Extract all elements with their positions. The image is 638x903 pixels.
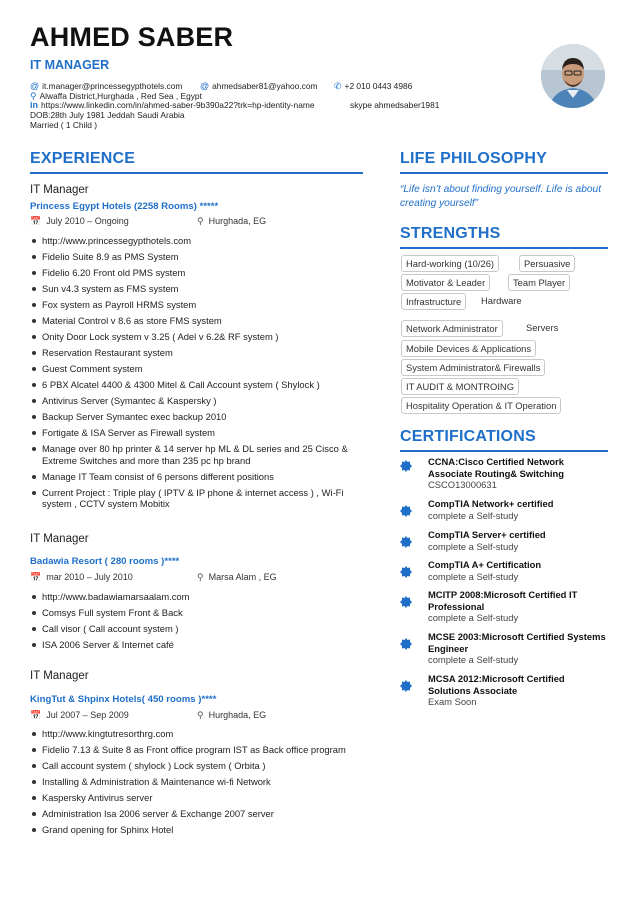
calendar-icon: 📅 bbox=[30, 216, 42, 226]
list-item: Manage IT Team consist of 6 persons different positions bbox=[30, 471, 360, 483]
certification-item bbox=[428, 498, 608, 521]
email-link-secondary[interactable]: ahmedsaber81@yahoo.com bbox=[212, 81, 318, 91]
certificate-seal-icon bbox=[400, 638, 412, 650]
certification-subtitle: complete a Self-study bbox=[428, 509, 519, 521]
certificate-seal-icon bbox=[400, 505, 412, 517]
certificate-seal-icon bbox=[400, 680, 412, 692]
experience-heading: EXPERIENCE bbox=[30, 150, 136, 167]
map-pin-icon: ⚲ bbox=[197, 572, 204, 582]
list-item: Guest Comment system bbox=[30, 363, 360, 375]
certification-item bbox=[428, 529, 608, 552]
strength-tag: Infrastructure bbox=[401, 293, 466, 310]
strength-tag: Servers bbox=[526, 322, 559, 333]
job-bullets bbox=[30, 591, 360, 655]
certification-item bbox=[428, 456, 608, 491]
strength-tag: Persuasive bbox=[519, 255, 575, 272]
contact-linkedin[interactable] bbox=[30, 100, 315, 110]
date-of-birth: DOB:28th July 1981 Jeddah Saudi Arabia bbox=[30, 110, 185, 120]
strength-tag: Network Administrator bbox=[401, 320, 503, 337]
map-pin-icon: ⚲ bbox=[197, 710, 204, 720]
linkedin-link[interactable]: https://www.linkedin.com/in/ahmed-saber-9b390a22?trk=hp-identity-name bbox=[41, 100, 315, 110]
job-location: ⚲ Hurghada, EG bbox=[197, 216, 267, 226]
list-item: Fidelio 6.20 Front old PMS system bbox=[30, 267, 360, 279]
job-location: ⚲ Hurghada, EG bbox=[197, 710, 267, 720]
company-name: Princess Egypt Hotels (2258 Rooms) ***** bbox=[30, 201, 219, 212]
certificate-seal-icon bbox=[400, 596, 412, 608]
certifications-heading: CERTIFICATIONS bbox=[400, 428, 536, 445]
strength-tag: Team Player bbox=[508, 274, 570, 291]
certification-title: MCSA 2012:Microsoft Certified Solutions Associate bbox=[428, 673, 565, 696]
job-location: ⚲ Marsa Alam , EG bbox=[197, 572, 277, 582]
strength-tag: Hardware bbox=[481, 295, 522, 306]
list-item: Installing & Administration & Maintenance wi-fi Network bbox=[30, 776, 360, 788]
list-item: Sun v4.3 system as FMS system bbox=[30, 283, 360, 295]
certification-subtitle: complete a Self-study bbox=[428, 540, 519, 552]
list-item: Fidelio Suite 8.9 as PMS System bbox=[30, 251, 360, 263]
list-item: Call account system ( shylock ) Lock system ( Orbita ) bbox=[30, 760, 360, 772]
certification-title: MCSE 2003:Microsoft Certified Systems Engineer bbox=[428, 631, 606, 654]
address-text: Alwaffa District,Hurghada , Red Sea , Egypt bbox=[39, 91, 202, 101]
certification-item bbox=[428, 631, 608, 666]
linkedin-icon: in bbox=[30, 100, 38, 110]
list-item[interactable]: http://www.badawiamarsaalam.com bbox=[30, 591, 360, 603]
certification-item bbox=[428, 589, 608, 624]
certification-subtitle: CSCO13000631 bbox=[428, 479, 497, 491]
list-item: Antivirus Server (Symantec & Kaspersky ) bbox=[30, 395, 360, 407]
strength-tag: Motivator & Leader bbox=[401, 274, 490, 291]
philosophy-quote: “Life isn’t about finding yourself. Life is about creating yourself” bbox=[400, 184, 602, 209]
list-item: Kaspersky Antivirus server bbox=[30, 792, 360, 804]
job-subtitle: IT MANAGER bbox=[30, 58, 110, 72]
experience-rule bbox=[30, 172, 363, 174]
email-link-primary[interactable]: it.manager@princessegypthotels.com bbox=[42, 81, 183, 91]
certification-subtitle: complete a Self-study bbox=[428, 570, 519, 582]
certification-item bbox=[428, 559, 608, 582]
candidate-name: AHMED SABER bbox=[30, 22, 234, 52]
list-item: Manage over 80 hp printer & 14 server hp ML & DL series and 25 Cisco & Extreme Switches and more than 235 pc hp brand bbox=[30, 443, 360, 467]
job-bullets bbox=[30, 235, 360, 514]
job-title: IT Manager bbox=[30, 670, 89, 682]
job-title: IT Manager bbox=[30, 533, 89, 545]
list-item: Fidelio 7.13 & Suite 8 as Front office program IST as Back office program bbox=[30, 744, 360, 756]
job-dates: 📅 Jul 2007 – Sep 2009 bbox=[30, 710, 129, 720]
certification-subtitle: Exam Soon bbox=[428, 696, 477, 708]
philosophy-rule bbox=[400, 172, 608, 174]
list-item: Fox system as Payroll HRMS system bbox=[30, 299, 360, 311]
certification-title: CCNA:Cisco Certified Network Associate Routing& Switching bbox=[428, 456, 564, 479]
certification-title: MCITP 2008:Microsoft Certified IT Professional bbox=[428, 589, 578, 612]
contact-email-secondary[interactable] bbox=[200, 81, 317, 91]
at-icon: @ bbox=[30, 81, 40, 91]
strength-tag: Hospitality Operation & IT Operation bbox=[401, 397, 561, 414]
certificate-seal-icon bbox=[400, 566, 412, 578]
list-item: Administration Isa 2006 server & Exchange 2007 server bbox=[30, 808, 360, 820]
strength-tag: IT AUDIT & MONTROING bbox=[401, 378, 519, 395]
job-dates: 📅 July 2010 – Ongoing bbox=[30, 216, 129, 226]
list-item: ISA 2006 Server & Internet café bbox=[30, 639, 360, 651]
certification-title: CompTIA A+ Certification bbox=[428, 559, 542, 570]
list-item: Call visor ( Call account system ) bbox=[30, 623, 360, 635]
map-pin-icon: ⚲ bbox=[30, 91, 37, 101]
list-item: Onity Door Lock system v 3.25 ( Adel v 6.2& RF system ) bbox=[30, 331, 360, 343]
job-dates: 📅 mar 2010 – July 2010 bbox=[30, 572, 133, 582]
contact-skype[interactable]: skype ahmedsaber1981 bbox=[350, 100, 440, 110]
list-item: Fortigate & ISA Server as Firewall system bbox=[30, 427, 360, 439]
certification-item bbox=[428, 673, 608, 708]
list-item: Reservation Restaurant system bbox=[30, 347, 360, 359]
phone-link[interactable]: +2 010 0443 4986 bbox=[344, 81, 413, 91]
list-item[interactable]: http://www.princessegypthotels.com bbox=[30, 235, 360, 247]
list-item: Grand opening for Sphinx Hotel bbox=[30, 824, 360, 836]
list-item: Material Control v 8.6 as store FMS system bbox=[30, 315, 360, 327]
certification-title: CompTIA Server+ certified bbox=[428, 529, 546, 540]
at-icon: @ bbox=[200, 81, 210, 91]
calendar-icon: 📅 bbox=[30, 710, 42, 720]
list-item: Current Project : Triple play ( IPTV & IP phone & internet access ) , Wi-Fi system , CCTV system Mobitix bbox=[30, 487, 360, 511]
phone-icon: ✆ bbox=[334, 81, 342, 91]
marital-status: Married ( 1 Child ) bbox=[30, 120, 98, 130]
profile-photo bbox=[541, 44, 605, 108]
certification-title: CompTIA Network+ certified bbox=[428, 498, 554, 509]
certification-subtitle: complete a Self-study bbox=[428, 654, 519, 666]
list-item: Backup Server Symantec exec backup 2010 bbox=[30, 411, 360, 423]
list-item: Comsys Full system Front & Back bbox=[30, 607, 360, 619]
strength-tag: System Administrator& Firewalls bbox=[401, 359, 545, 376]
contact-email-primary[interactable] bbox=[30, 81, 182, 91]
certifications-rule bbox=[400, 450, 608, 452]
calendar-icon: 📅 bbox=[30, 572, 42, 582]
certificate-seal-icon bbox=[400, 460, 412, 472]
company-name: Badawia Resort ( 280 rooms )**** bbox=[30, 556, 180, 567]
certification-subtitle: complete a Self-study bbox=[428, 612, 519, 624]
map-pin-icon: ⚲ bbox=[197, 216, 204, 226]
job-title: IT Manager bbox=[30, 184, 89, 196]
certificate-seal-icon bbox=[400, 536, 412, 548]
contact-phone[interactable] bbox=[334, 81, 412, 92]
strength-tag: Mobile Devices & Applications bbox=[401, 340, 536, 357]
strengths-heading: STRENGTHS bbox=[400, 225, 501, 242]
company-name: KingTut & Shpinx Hotels( 450 rooms )**** bbox=[30, 694, 217, 705]
list-item[interactable]: http://www.kingtutresorthrg.com bbox=[30, 728, 360, 740]
strengths-rule bbox=[400, 247, 608, 249]
philosophy-heading: LIFE PHILOSOPHY bbox=[400, 150, 548, 167]
job-bullets bbox=[30, 728, 360, 840]
list-item: 6 PBX Alcatel 4400 & 4300 Mitel & Call Account system ( Shylock ) bbox=[30, 379, 360, 391]
strength-tag: Hard-working (10/26) bbox=[401, 255, 499, 272]
